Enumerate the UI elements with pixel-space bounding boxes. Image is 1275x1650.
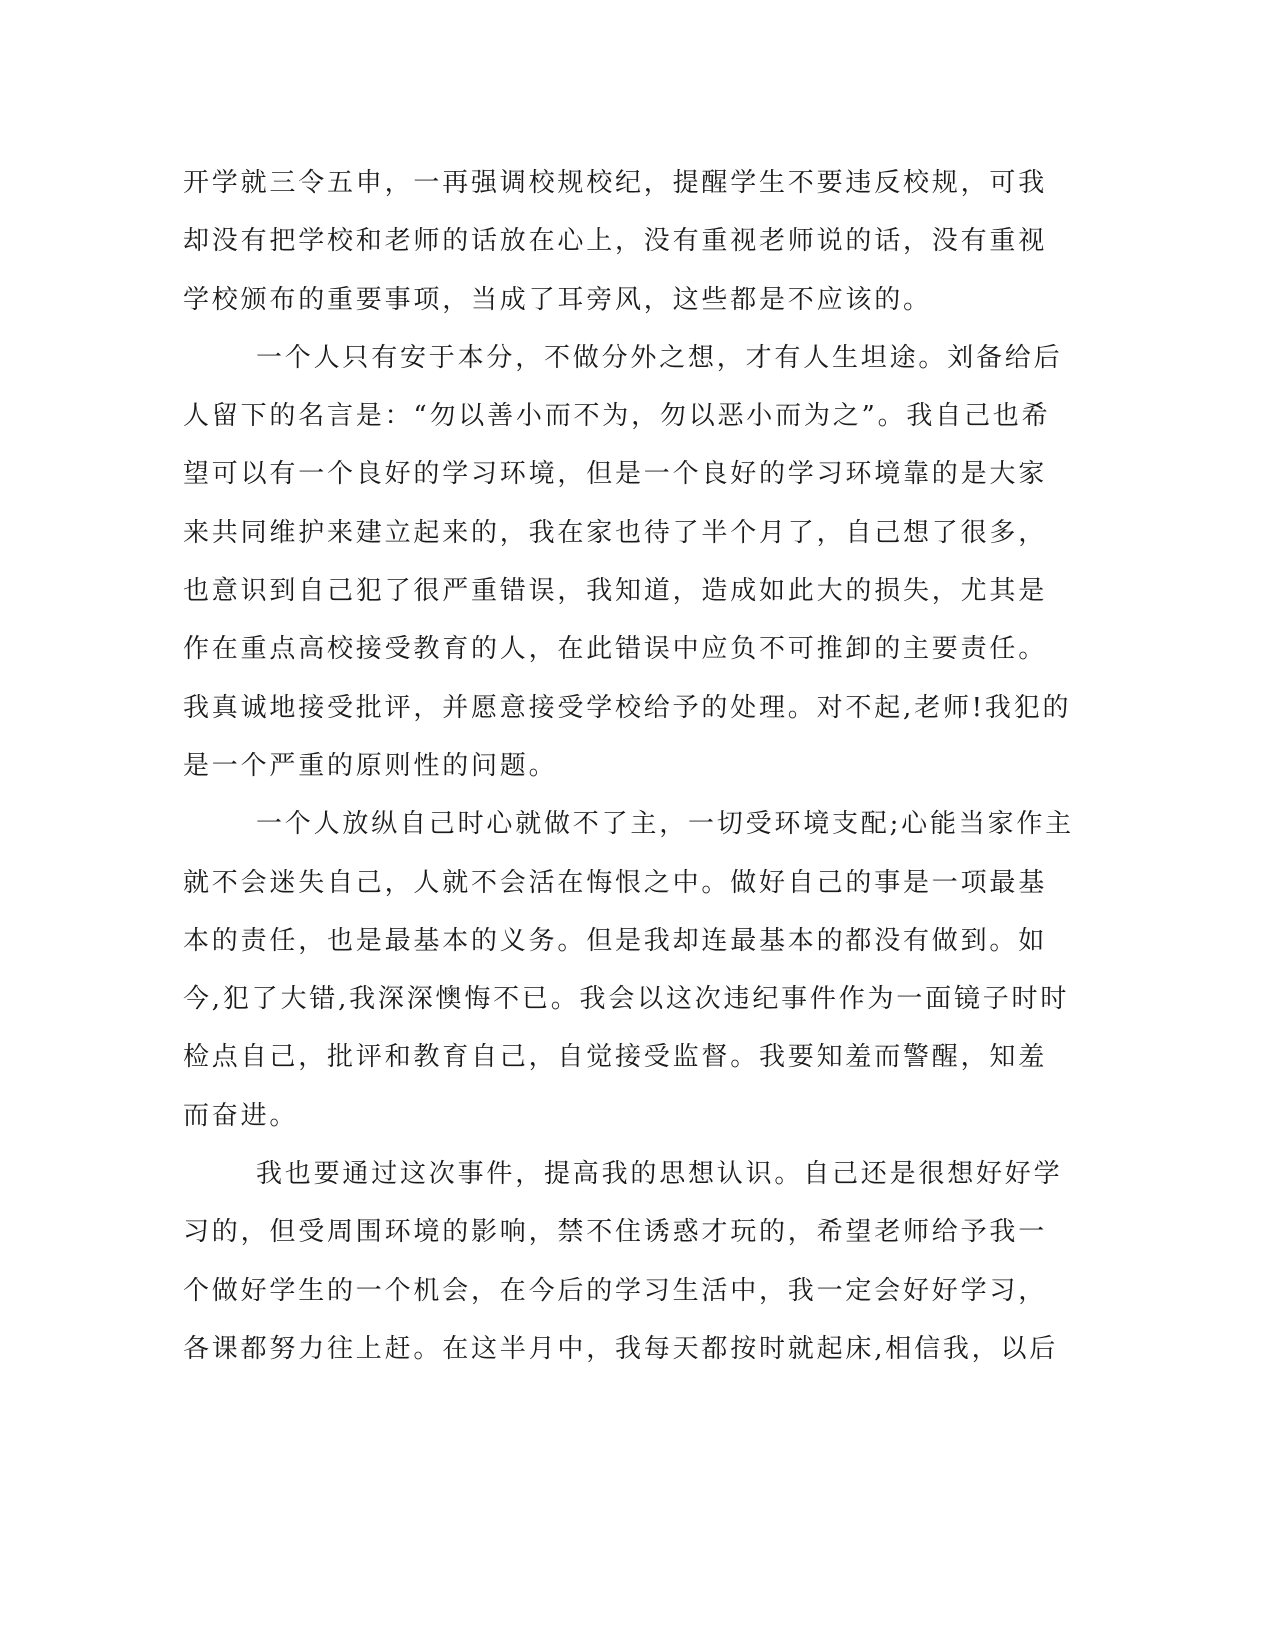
text-line: 却没有把学校和老师的话放在心上，没有重视老师说的话，没有重视 [183, 226, 1048, 257]
text-line: 来共同维护来建立起来的，我在家也待了半个月了，自己想了很多， [183, 517, 1048, 548]
paragraph-first-line: 一个人只有安于本分，不做分外之想，才有人生坦途。刘备给后 [256, 342, 1063, 373]
text-line: 就不会迷失自己，人就不会活在悔恨之中。做好自己的事是一项最基 [183, 867, 1048, 898]
text-line: 作在重点高校接受教育的人，在此错误中应负不可推卸的主要责任。 [183, 634, 1048, 665]
text-line: 我真诚地接受批评，并愿意接受学校给予的处理。对不起,老师!我犯的 [183, 692, 1072, 723]
text-line: 学校颁布的重要事项，当成了耳旁风，这些都是不应该的。 [183, 284, 932, 315]
document-body [183, 160, 1074, 1384]
paragraph-first-line: 一个人放纵自己时心就做不了主，一切受环境支配;心能当家作主 [256, 809, 1074, 840]
text-line: 今,犯了大错,我深深懊悔不已。我会以这次违纪事件作为一面镜子时时 [183, 984, 1070, 1015]
text-line: 习的，但受周围环境的影响，禁不住诱惑才玩的，希望老师给予我一 [183, 1217, 1048, 1248]
text-line: 本的责任，也是最基本的义务。但是我却连最基本的都没有做到。如 [183, 925, 1048, 956]
paragraph-first-line: 我也要通过这次事件，提高我的思想认识。自己还是很想好好学 [256, 1159, 1063, 1190]
text-line: 检点自己，批评和教育自己，自觉接受监督。我要知羞而警醒，知羞 [183, 1042, 1048, 1073]
text-line: 开学就三令五申，一再强调校规校纪，提醒学生不要违反校规，可我 [183, 168, 1048, 198]
text-line: 是一个严重的原则性的问题。 [183, 750, 558, 781]
text-line: 人留下的名言是：“勿以善小而不为，勿以恶小而为之”。我自己也希 [183, 401, 1051, 432]
text-line: 各课都努力往上赶。在这半月中，我每天都按时就起床,相信我，以后 [183, 1333, 1059, 1364]
text-line: 而奋进。 [183, 1100, 299, 1131]
text-line: 个做好学生的一个机会，在今后的学习生活中，我一定会好好学习， [183, 1275, 1048, 1306]
text-line: 望可以有一个良好的学习环境，但是一个良好的学习环境靠的是大家 [183, 459, 1048, 490]
text-line: 也意识到自己犯了很严重错误，我知道，造成如此大的损失，尤其是 [183, 576, 1048, 607]
